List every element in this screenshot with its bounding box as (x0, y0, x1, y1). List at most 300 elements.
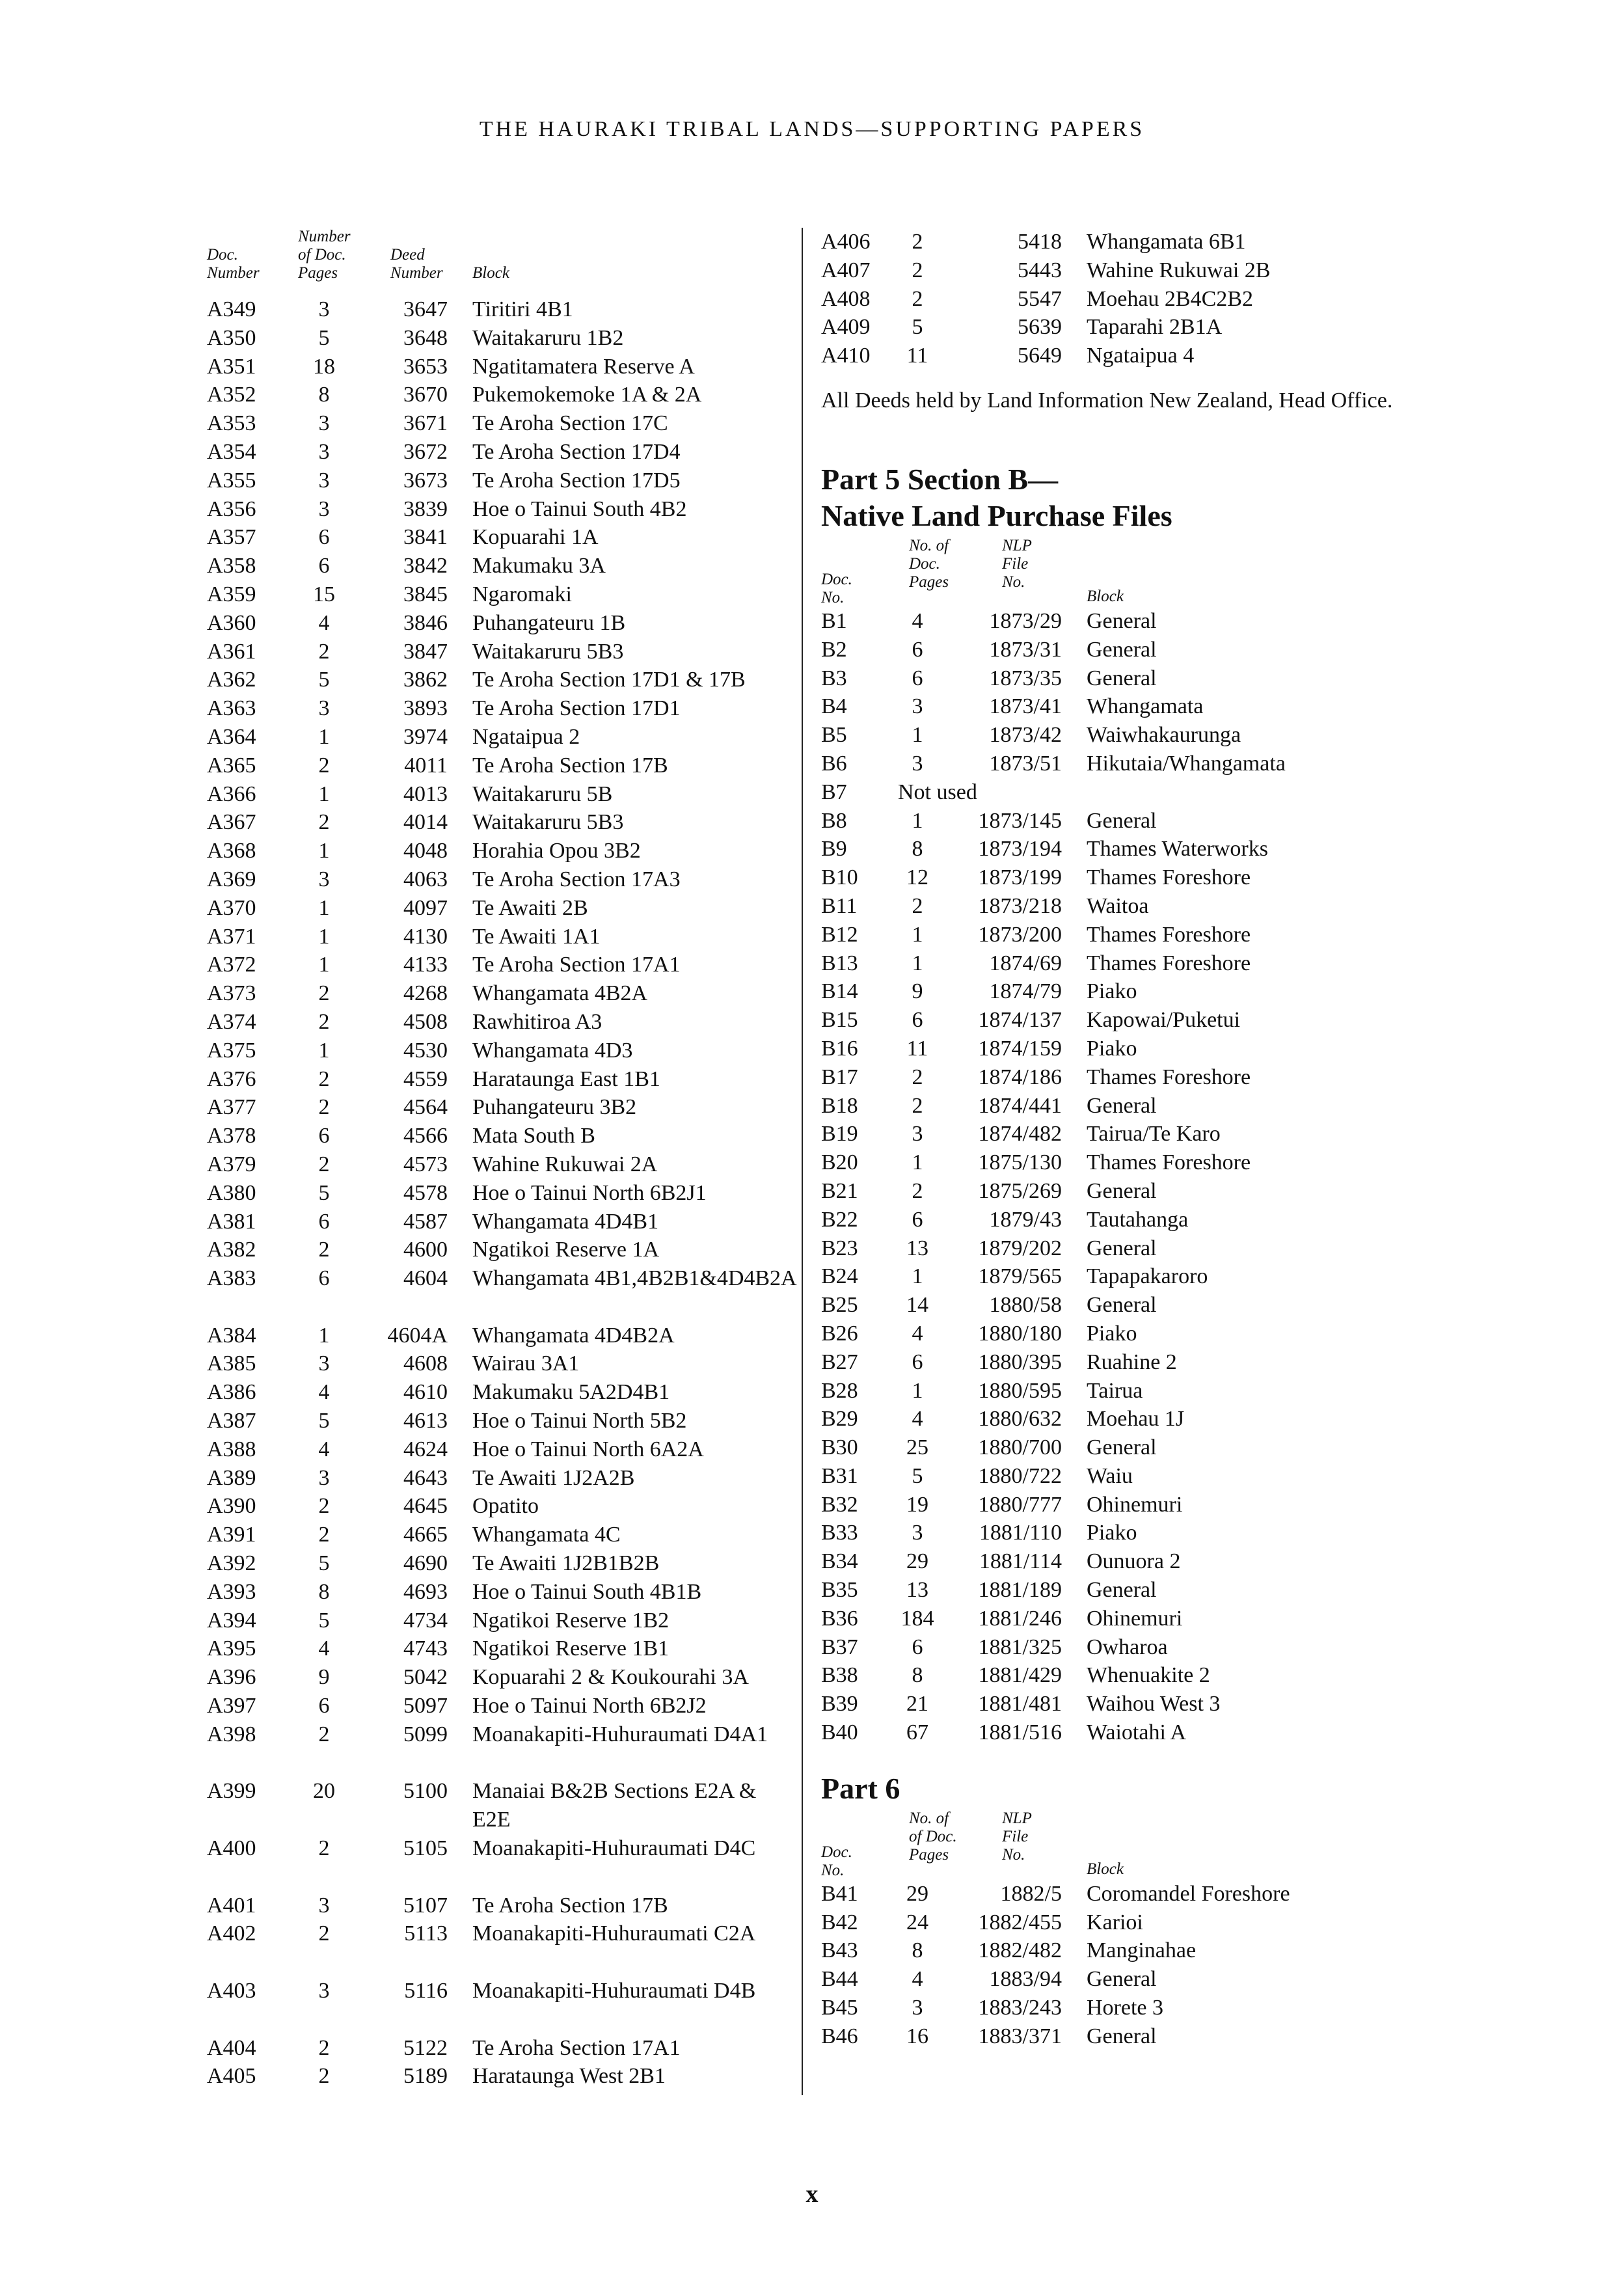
deed-number-cell: 4530 (403, 1038, 448, 1063)
doc-number-cell: B13 (821, 951, 858, 975)
block-name-cell: Ngataipua 2 (472, 724, 580, 749)
table-row (207, 324, 799, 353)
table-row (207, 1093, 799, 1122)
header-doc-pages: No. of Doc. Pages (909, 536, 949, 591)
nlp-file-cell: 1874/186 (978, 1065, 1062, 1089)
doc-number-cell: A407 (821, 258, 871, 282)
block-name-cell: Hikutaia/Whangamata (1087, 751, 1286, 776)
table-row (207, 1892, 799, 1920)
block-name-cell: General (1087, 1435, 1157, 1460)
part4-table-body-left (207, 295, 799, 2091)
table-row (821, 977, 1420, 1006)
doc-number-cell: B8 (821, 808, 847, 833)
doc-number-cell: B17 (821, 1065, 858, 1089)
table-row (821, 1148, 1420, 1177)
nlp-file-cell: 1881/429 (978, 1663, 1062, 1688)
table-row (207, 1521, 799, 1549)
deed-number-cell: 3893 (403, 696, 448, 721)
page-count-cell: 2 (318, 981, 330, 1006)
page-count-cell: 3 (318, 1465, 330, 1490)
header-deed-number: Deed Number (390, 246, 443, 282)
table-row (207, 552, 799, 580)
doc-number-cell: A390 (207, 1494, 256, 1519)
table-row (821, 921, 1420, 949)
nlp-file-cell: 1880/632 (978, 1407, 1062, 1432)
block-name-cell: Hoe o Tainui North 6A2A (472, 1437, 704, 1461)
page-count-cell: 29 (906, 1549, 928, 1574)
table-row (207, 1037, 799, 1065)
header-pages: Number of Doc. Pages (298, 228, 351, 282)
block-name-cell: Moanakapiti-Huhuraumati D4B (472, 1979, 756, 2003)
page-count-cell: 6 (318, 1209, 330, 1234)
nlp-file-cell: 1874/159 (978, 1036, 1062, 1061)
block-name-cell: Karioi (1087, 1910, 1143, 1934)
table-row (821, 664, 1420, 693)
block-name-cell: Ngatikoi Reserve 1B2 (472, 1608, 670, 1633)
doc-number-cell: B20 (821, 1150, 858, 1175)
table-row (207, 1350, 799, 1378)
nlp-file-cell: 1879/43 (989, 1207, 1062, 1232)
page-count-cell: 1 (912, 1378, 923, 1403)
block-name-cell: Wahine Rukuwai 2A (472, 1152, 658, 1176)
table-row (207, 1635, 799, 1663)
part6-table-body (821, 1880, 1420, 2051)
page-count-cell: 2 (318, 1095, 330, 1120)
table-row (207, 2034, 799, 2063)
nlp-file-cell: 1873/200 (978, 922, 1062, 947)
table-row (207, 2062, 799, 2091)
table-row (207, 1607, 799, 1635)
table-row (207, 1834, 799, 1892)
block-name-cell: Manaiai B&2B Sections E2A & E2E (472, 1779, 757, 1832)
page-count-cell: 2 (318, 1238, 330, 1262)
nlp-file-cell: 1882/5 (1000, 1881, 1062, 1906)
table-row (821, 721, 1420, 750)
table-row (821, 1605, 1420, 1633)
deed-number-cell: 4133 (403, 953, 448, 977)
deed-number-cell: 3839 (403, 496, 448, 521)
page-count-cell: 6 (912, 1350, 923, 1374)
doc-number-cell: B14 (821, 979, 858, 1004)
nlp-file-cell: 1881/114 (979, 1549, 1062, 1574)
table-row (821, 1035, 1420, 1063)
nlp-file-cell: 1875/130 (978, 1150, 1062, 1175)
nlp-file-cell: 1881/246 (978, 1606, 1062, 1631)
nlp-file-cell: 1880/722 (978, 1463, 1062, 1488)
deed-number-cell: 5639 (1018, 315, 1062, 340)
table-row (821, 1965, 1420, 1994)
table-row (207, 752, 799, 780)
block-name-cell: Hoe o Tainui North 5B2 (472, 1409, 687, 1433)
doc-number-cell: A377 (207, 1095, 256, 1120)
block-name-cell: Piako (1087, 1036, 1137, 1061)
page-count-cell: 6 (318, 1124, 330, 1148)
table-row (207, 723, 799, 752)
table-row (207, 580, 799, 609)
page-count-cell: 1 (318, 839, 330, 863)
page-count-cell: 20 (313, 1779, 335, 1804)
table-row (821, 1718, 1420, 1747)
block-name-cell: Ngatitamatera Reserve A (472, 354, 695, 379)
table-row (207, 1492, 799, 1521)
block-name-cell: General (1087, 1178, 1157, 1203)
doc-number-cell: A394 (207, 1608, 256, 1633)
table-row (821, 1206, 1420, 1234)
page-count-cell: 4 (318, 1437, 330, 1461)
nlp-file-cell: 1879/202 (978, 1236, 1062, 1260)
table-row (821, 1433, 1420, 1462)
deed-number-cell: 4097 (403, 895, 448, 920)
table-row (821, 1377, 1420, 1405)
page-count-cell: 67 (906, 1720, 928, 1745)
deed-number-cell: 4578 (403, 1180, 448, 1205)
page-count-cell: 5 (318, 1608, 330, 1633)
doc-number-cell: A397 (207, 1694, 256, 1718)
doc-number-cell: A360 (207, 610, 256, 635)
doc-number-cell: B35 (821, 1578, 858, 1603)
table-row (207, 609, 799, 638)
table-row (207, 1549, 799, 1578)
page-count-cell: 4 (912, 1321, 923, 1346)
doc-number-cell: A403 (207, 1979, 256, 2003)
page-count-cell: 2 (912, 258, 923, 282)
block-name-cell: Moehau 2B4C2B2 (1087, 286, 1253, 311)
table-row (821, 807, 1420, 835)
page-count-cell: 1 (912, 1264, 923, 1289)
table-row (821, 1936, 1420, 1965)
deed-number-cell: 5116 (404, 1979, 448, 2003)
table-row (821, 835, 1420, 863)
part4-table-body-right (821, 228, 1420, 370)
block-name-cell: Ngataipua 4 (1087, 344, 1195, 368)
doc-number-cell: A363 (207, 696, 256, 721)
nlp-file-cell: 1881/481 (978, 1692, 1062, 1717)
doc-number-cell: A387 (207, 1409, 256, 1433)
doc-number-cell: A351 (207, 354, 256, 379)
table-row (207, 1322, 799, 1350)
block-name-cell: Te Awaiti 1J2A2B (472, 1465, 635, 1490)
table-row (207, 1179, 799, 1208)
doc-number-cell: A405 (207, 2064, 256, 2089)
table-row (821, 1348, 1420, 1377)
block-name-cell: Rawhitiroa A3 (472, 1009, 602, 1034)
table-row (821, 778, 1420, 807)
block-name-cell: Waiu (1087, 1463, 1133, 1488)
doc-number-cell: A401 (207, 1893, 256, 1918)
doc-number-cell: B44 (821, 1967, 858, 1992)
page-count-cell: 15 (313, 582, 335, 606)
deed-number-cell: 5107 (403, 1893, 448, 1918)
block-name-cell: Te Aroha Section 17D1 (472, 696, 681, 721)
block-name-cell: Thames Foreshore (1087, 951, 1251, 975)
table-row (821, 1120, 1420, 1148)
doc-number-cell: B45 (821, 1996, 858, 2020)
doc-number-cell: A381 (207, 1209, 256, 1234)
block-name-cell: Tairua/Te Karo (1087, 1122, 1221, 1147)
nlp-file-cell: 1873/145 (978, 808, 1062, 833)
page-count-cell: 1 (318, 895, 330, 920)
doc-number-cell: B29 (821, 1407, 858, 1432)
nlp-file-cell: 1873/35 (989, 666, 1062, 690)
page-count-cell: 3 (912, 1122, 923, 1147)
nlp-file-cell: 1873/29 (989, 608, 1062, 633)
doc-number-cell: A408 (821, 286, 871, 311)
doc-number-cell: B2 (821, 637, 847, 662)
page-count-cell: 4 (318, 610, 330, 635)
table-row (207, 894, 799, 923)
block-name-cell: Thames Foreshore (1087, 1150, 1251, 1175)
block-name-cell: Mata South B (472, 1124, 595, 1148)
page-count-cell: 2 (318, 1066, 330, 1091)
block-name-cell: General (1087, 1093, 1157, 1118)
nlp-file-cell: 1881/189 (978, 1578, 1062, 1603)
doc-number-cell: B10 (821, 865, 858, 890)
block-name-cell: Te Awaiti 2B (472, 895, 588, 920)
doc-number-cell: A380 (207, 1180, 256, 1205)
nlp-file-cell: 1883/94 (989, 1967, 1062, 1992)
table-row (821, 1234, 1420, 1263)
doc-number-cell: B21 (821, 1178, 858, 1203)
deed-number-cell: 4610 (403, 1380, 448, 1405)
deed-number-cell: 4624 (403, 1437, 448, 1461)
deed-number-cell: 3647 (403, 297, 448, 321)
page-count-cell: 8 (912, 837, 923, 862)
page-count-cell: 3 (912, 694, 923, 719)
table-row (821, 1092, 1420, 1120)
page-count-cell: 11 (906, 1036, 928, 1061)
doc-number-cell: A353 (207, 411, 256, 436)
table-row (821, 1690, 1420, 1718)
doc-number-cell: A349 (207, 297, 256, 321)
page-count-cell: 12 (906, 865, 928, 890)
nlp-file-cell: 1873/194 (978, 837, 1062, 862)
deed-number-cell: 4608 (403, 1351, 448, 1376)
page-count-cell: 3 (318, 1979, 330, 2003)
doc-number-cell: B1 (821, 608, 847, 633)
table-row (821, 1491, 1420, 1519)
block-name-cell: General (1087, 2024, 1157, 2048)
deed-number-cell: 3672 (403, 439, 448, 464)
page-count-cell: 5 (318, 1409, 330, 1433)
doc-number-cell: B15 (821, 1008, 858, 1033)
page-count-cell: 8 (318, 383, 330, 407)
doc-number-cell: A388 (207, 1437, 256, 1461)
page-count-cell: 6 (318, 1266, 330, 1291)
table-row (207, 808, 799, 837)
block-name-cell: Ohinemuri (1087, 1492, 1183, 1517)
table-row (821, 1880, 1420, 1908)
deed-number-cell: 5105 (403, 1836, 448, 1861)
page-count-cell: 1 (912, 951, 923, 975)
doc-number-cell: A375 (207, 1038, 256, 1063)
page-count-cell: 2 (318, 810, 330, 835)
block-name-cell: Waitakaruru 5B3 (472, 810, 624, 835)
doc-number-cell: B40 (821, 1720, 858, 1745)
block-name-cell: Waitakaruru 5B (472, 781, 613, 806)
block-name-cell: Waihou West 3 (1087, 1692, 1221, 1717)
table-row (821, 1519, 1420, 1547)
doc-number-cell: B41 (821, 1881, 858, 1906)
block-name-cell: Pukemokemoke 1A & 2A (472, 383, 702, 407)
table-row (821, 285, 1420, 314)
page-count-cell: 5 (912, 1463, 923, 1488)
doc-number-cell: A406 (821, 230, 871, 254)
doc-number-cell: B39 (821, 1692, 858, 1717)
doc-number-cell: B24 (821, 1264, 858, 1289)
page-count-cell: 25 (906, 1435, 928, 1460)
block-name-cell: Te Aroha Section 17D4 (472, 439, 681, 464)
deed-number-cell: 5547 (1018, 286, 1062, 311)
table-row (821, 1661, 1420, 1690)
block-name-cell: Waitakaruru 1B2 (472, 325, 624, 350)
nlp-file-cell: 1873/41 (989, 694, 1062, 719)
doc-number-cell: A404 (207, 2035, 256, 2060)
page-count-cell: 9 (318, 1665, 330, 1690)
table-row (821, 692, 1420, 721)
doc-number-cell: A372 (207, 953, 256, 977)
page-count-cell: 2 (318, 1722, 330, 1746)
table-row (207, 923, 799, 951)
deed-number-cell: 4014 (403, 810, 448, 835)
deed-number-cell: 4613 (403, 1409, 448, 1433)
deed-number-cell: 5100 (403, 1779, 448, 1804)
page-count-cell: 3 (318, 411, 330, 436)
page-count-cell: 2 (912, 893, 923, 918)
page-count-cell: 13 (906, 1236, 928, 1260)
doc-number-cell: B16 (821, 1036, 858, 1061)
page-count-cell: 1 (318, 1323, 330, 1348)
table-row (821, 1576, 1420, 1605)
deed-number-cell: 4604A (387, 1323, 448, 1348)
page-count-cell: 1 (912, 723, 923, 748)
page-count-cell: 6 (912, 1635, 923, 1659)
doc-number-cell: A382 (207, 1238, 256, 1262)
doc-number-cell: A355 (207, 468, 256, 493)
nlp-file-cell: 1883/371 (978, 2024, 1062, 2048)
table-row (207, 1264, 799, 1322)
header-doc-no: Doc. No. (821, 1843, 852, 1879)
doc-number-cell: A368 (207, 839, 256, 863)
block-name-cell: Harataunga East 1B1 (472, 1066, 660, 1091)
doc-number-cell: A376 (207, 1066, 256, 1091)
block-name-cell: Makumaku 5A2D4B1 (472, 1380, 670, 1405)
doc-number-cell: B5 (821, 723, 847, 748)
part6-table-header (821, 1810, 1420, 1880)
page-count-cell: 2 (318, 753, 330, 778)
doc-number-cell: A371 (207, 924, 256, 949)
table-row (821, 1291, 1420, 1320)
nlp-file-cell: 1873/218 (978, 893, 1062, 918)
deed-number-cell: 3862 (403, 668, 448, 692)
deed-number-cell: 3670 (403, 383, 448, 407)
deed-number-cell: 4573 (403, 1152, 448, 1176)
doc-number-cell: B18 (821, 1093, 858, 1118)
table-row (821, 750, 1420, 778)
header-nlp-file: NLP File No. (1002, 536, 1032, 591)
deed-number-cell: 5042 (403, 1665, 448, 1690)
nlp-file-cell: 1880/180 (978, 1321, 1062, 1346)
page-count-cell: 21 (906, 1692, 928, 1717)
block-name-cell: Coromandel Foreshore (1087, 1881, 1290, 1906)
table-row (821, 607, 1420, 636)
block-name-cell: Moehau 1J (1087, 1407, 1185, 1432)
doc-number-cell: A392 (207, 1551, 256, 1576)
doc-number-cell: B46 (821, 2024, 858, 2048)
nlp-file-cell: 1881/516 (978, 1720, 1062, 1745)
header-block: Block (1087, 587, 1124, 605)
deed-number-cell: 4559 (403, 1066, 448, 1091)
table-row (207, 353, 799, 381)
table-row (821, 1633, 1420, 1662)
table-row (821, 2022, 1420, 2051)
table-row (207, 666, 799, 694)
page-count-cell: 13 (906, 1578, 928, 1603)
deed-number-cell: 4690 (403, 1551, 448, 1576)
doc-number-cell: B7 (821, 780, 847, 804)
block-name-cell: Te Aroha Section 17A1 (472, 953, 681, 977)
table-row (821, 256, 1420, 285)
table-row (821, 1262, 1420, 1291)
doc-number-cell: A393 (207, 1579, 256, 1604)
nlp-file-cell: 1882/455 (978, 1910, 1062, 1934)
page-folio: x (805, 2180, 819, 2208)
block-name-cell: Thames Foreshore (1087, 1065, 1251, 1089)
doc-number-cell: A362 (207, 668, 256, 692)
doc-number-cell: B38 (821, 1663, 858, 1688)
doc-number-cell: B11 (821, 893, 858, 918)
doc-number-cell: A410 (821, 344, 871, 368)
table-row (821, 1320, 1420, 1348)
page-count-cell: 1 (912, 1150, 923, 1175)
nlp-file-cell: 1874/79 (989, 979, 1062, 1004)
deed-number-cell: 4564 (403, 1095, 448, 1120)
block-name-cell: Moanakapiti-Huhuraumati D4C (472, 1836, 756, 1861)
table-row (821, 1063, 1420, 1092)
deed-number-cell: 5443 (1018, 258, 1062, 282)
nlp-file-cell: 1880/595 (978, 1378, 1062, 1403)
table-row (821, 636, 1420, 664)
deed-number-cell: 4048 (403, 839, 448, 863)
page-count-cell: 2 (912, 1065, 923, 1089)
table-row (821, 1547, 1420, 1576)
deed-number-cell: 3673 (403, 468, 448, 493)
block-name-cell: Tapapakaroro (1087, 1264, 1208, 1289)
table-row (821, 863, 1420, 892)
block-name-cell: Manginahae (1087, 1938, 1197, 1963)
block-name-cell: General (1087, 1236, 1157, 1260)
table-row (207, 1692, 799, 1720)
deed-number-cell: 4011 (404, 753, 448, 778)
doc-number-cell: A386 (207, 1380, 256, 1405)
page-count-cell: 3 (318, 468, 330, 493)
doc-number-cell: A379 (207, 1152, 256, 1176)
page-count-cell: 5 (318, 1180, 330, 1205)
doc-number-cell: A400 (207, 1836, 256, 1861)
deed-number-cell: 4643 (403, 1465, 448, 1490)
deed-number-cell: 5097 (403, 1694, 448, 1718)
table-row (207, 1777, 799, 1834)
block-name-cell: Moanakapiti-Huhuraumati D4A1 (472, 1722, 768, 1746)
doc-number-cell: A350 (207, 325, 256, 350)
page-count-cell: 2 (318, 1836, 330, 1861)
table-row (821, 949, 1420, 978)
page-count-cell: 4 (912, 608, 923, 633)
doc-number-cell: A398 (207, 1722, 256, 1746)
doc-number-cell: A374 (207, 1009, 256, 1034)
part5-table-body (821, 607, 1420, 1747)
page-count-cell: 6 (912, 637, 923, 662)
table-row (207, 837, 799, 865)
